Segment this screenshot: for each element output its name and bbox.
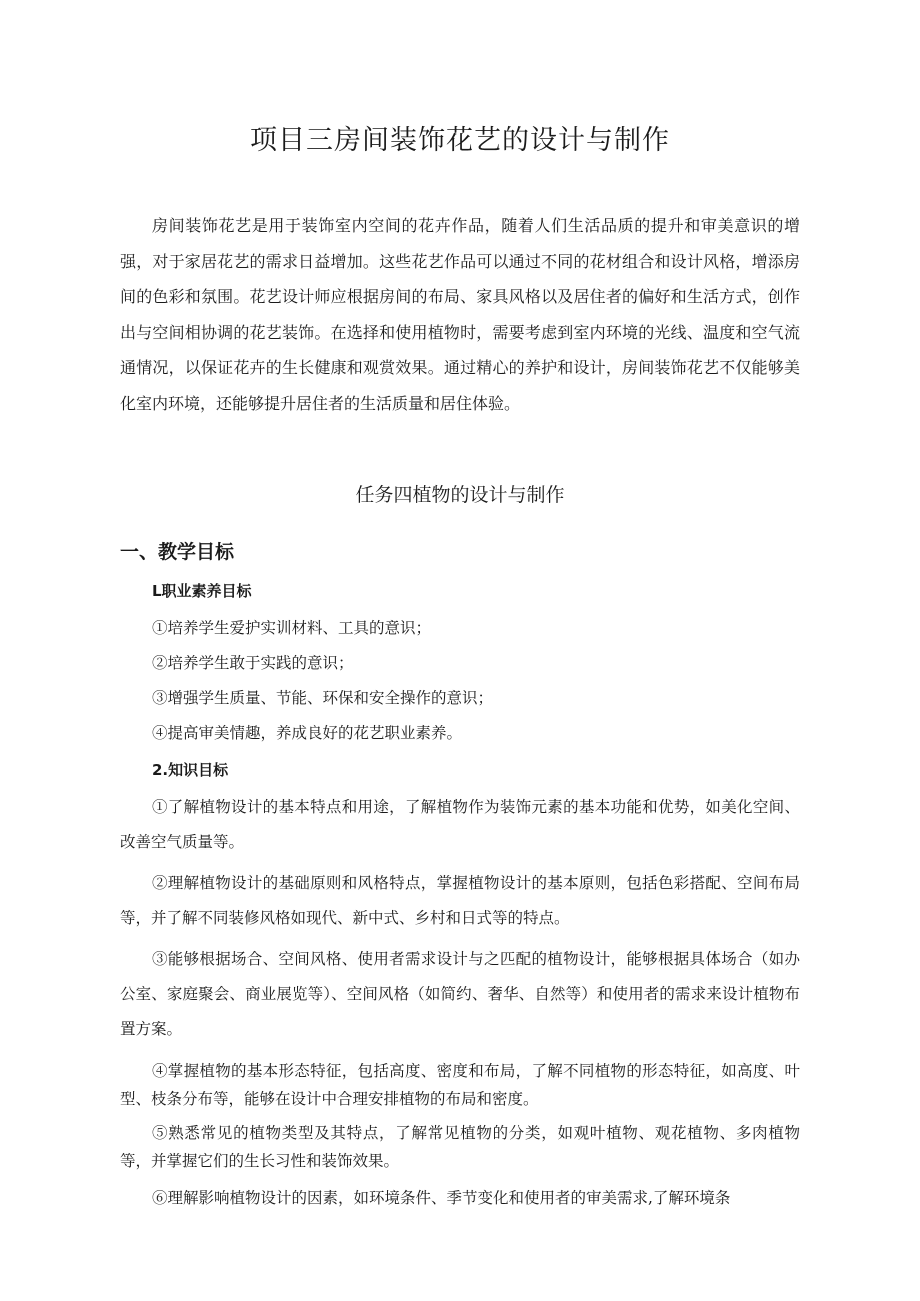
knowledge-goal-item: ⑤熟悉常见的植物类型及其特点，了解常见植物的分类，如观叶植物、观花植物、多肉植物等，并掌握它们的生长习性和装饰效果。 [120,1124,800,1170]
professional-goal-item: ①培养学生爱护实训材料、工具的意识； [152,619,432,637]
knowledge-goals [120,757,800,1216]
section-heading-teaching-goals: 一、教学目标 [120,541,235,563]
professional-goal-item: ④提高审美情趣，养成良好的花艺职业素养。 [152,724,463,742]
knowledge-goals-heading: 2.知识目标 [152,761,229,779]
knowledge-goal-item: ⑥理解影响植物设计的因素，如环境条件、季节变化和使用者的审美需求,了解环境条 [152,1189,731,1207]
document-title: 项目三房间装饰花艺的设计与制作 [250,125,670,156]
professional-goal-item: ②培养学生敢于实践的意识； [152,654,354,672]
knowledge-goal-item: ④掌握植物的基本形态特征，包括高度、密度和布局，了解不同植物的形态特征，如高度、叶型、枝条分布等，能够在设计中合理安排植物的布局和密度。 [120,1062,800,1108]
knowledge-goal-item: ①了解植物设计的基本特点和用途，了解植物作为装饰元素的基本功能和优势，如美化空间、改善空气质量等。 [120,798,800,851]
knowledge-goal-item: ③能够根据场合、空间风格、使用者需求设计与之匹配的植物设计，能够根据具体场合（如办公室、家庭聚会、商业展览等）、空间风格（如简约、奢华、自然等）和使用者的需求来设计植物布置方案。 [120,950,800,1038]
professional-goals-heading: L职业素养目标 [152,582,252,600]
professional-goal-item: ③增强学生质量、节能、环保和安全操作的意识； [152,689,494,707]
professional-goals [120,578,800,751]
knowledge-goal-item: ②理解植物设计的基础原则和风格特点，掌握植物设计的基本原则，包括色彩搭配、空间布局等，并了解不同装修风格如现代、新中式、乡村和日式等的特点。 [120,874,800,927]
task-title: 任务四植物的设计与制作 [355,484,565,506]
intro-paragraph: 房间装饰花艺是用于装饰室内空间的花卉作品，随着人们生活品质的提升和审美意识的增强，对于家居花艺的需求日益增加。这些花艺作品可以通过不同的花材组合和设计风格，增添房间的色彩和氛围。花艺设计师应根据房间的布局、家具风格以及居住者的偏好和生活方式，创作出与空间相协调的花艺装饰。在选择和使用植物时，需要考虑到室内环境的光线、温度和空气流通情况，以保证花卉的生长健康和观赏效果。通过精心的养护和设计，房间装饰花艺不仅能够美化室内环境，还能够提升居住者的生活质量和居住体验。 [120,216,800,413]
